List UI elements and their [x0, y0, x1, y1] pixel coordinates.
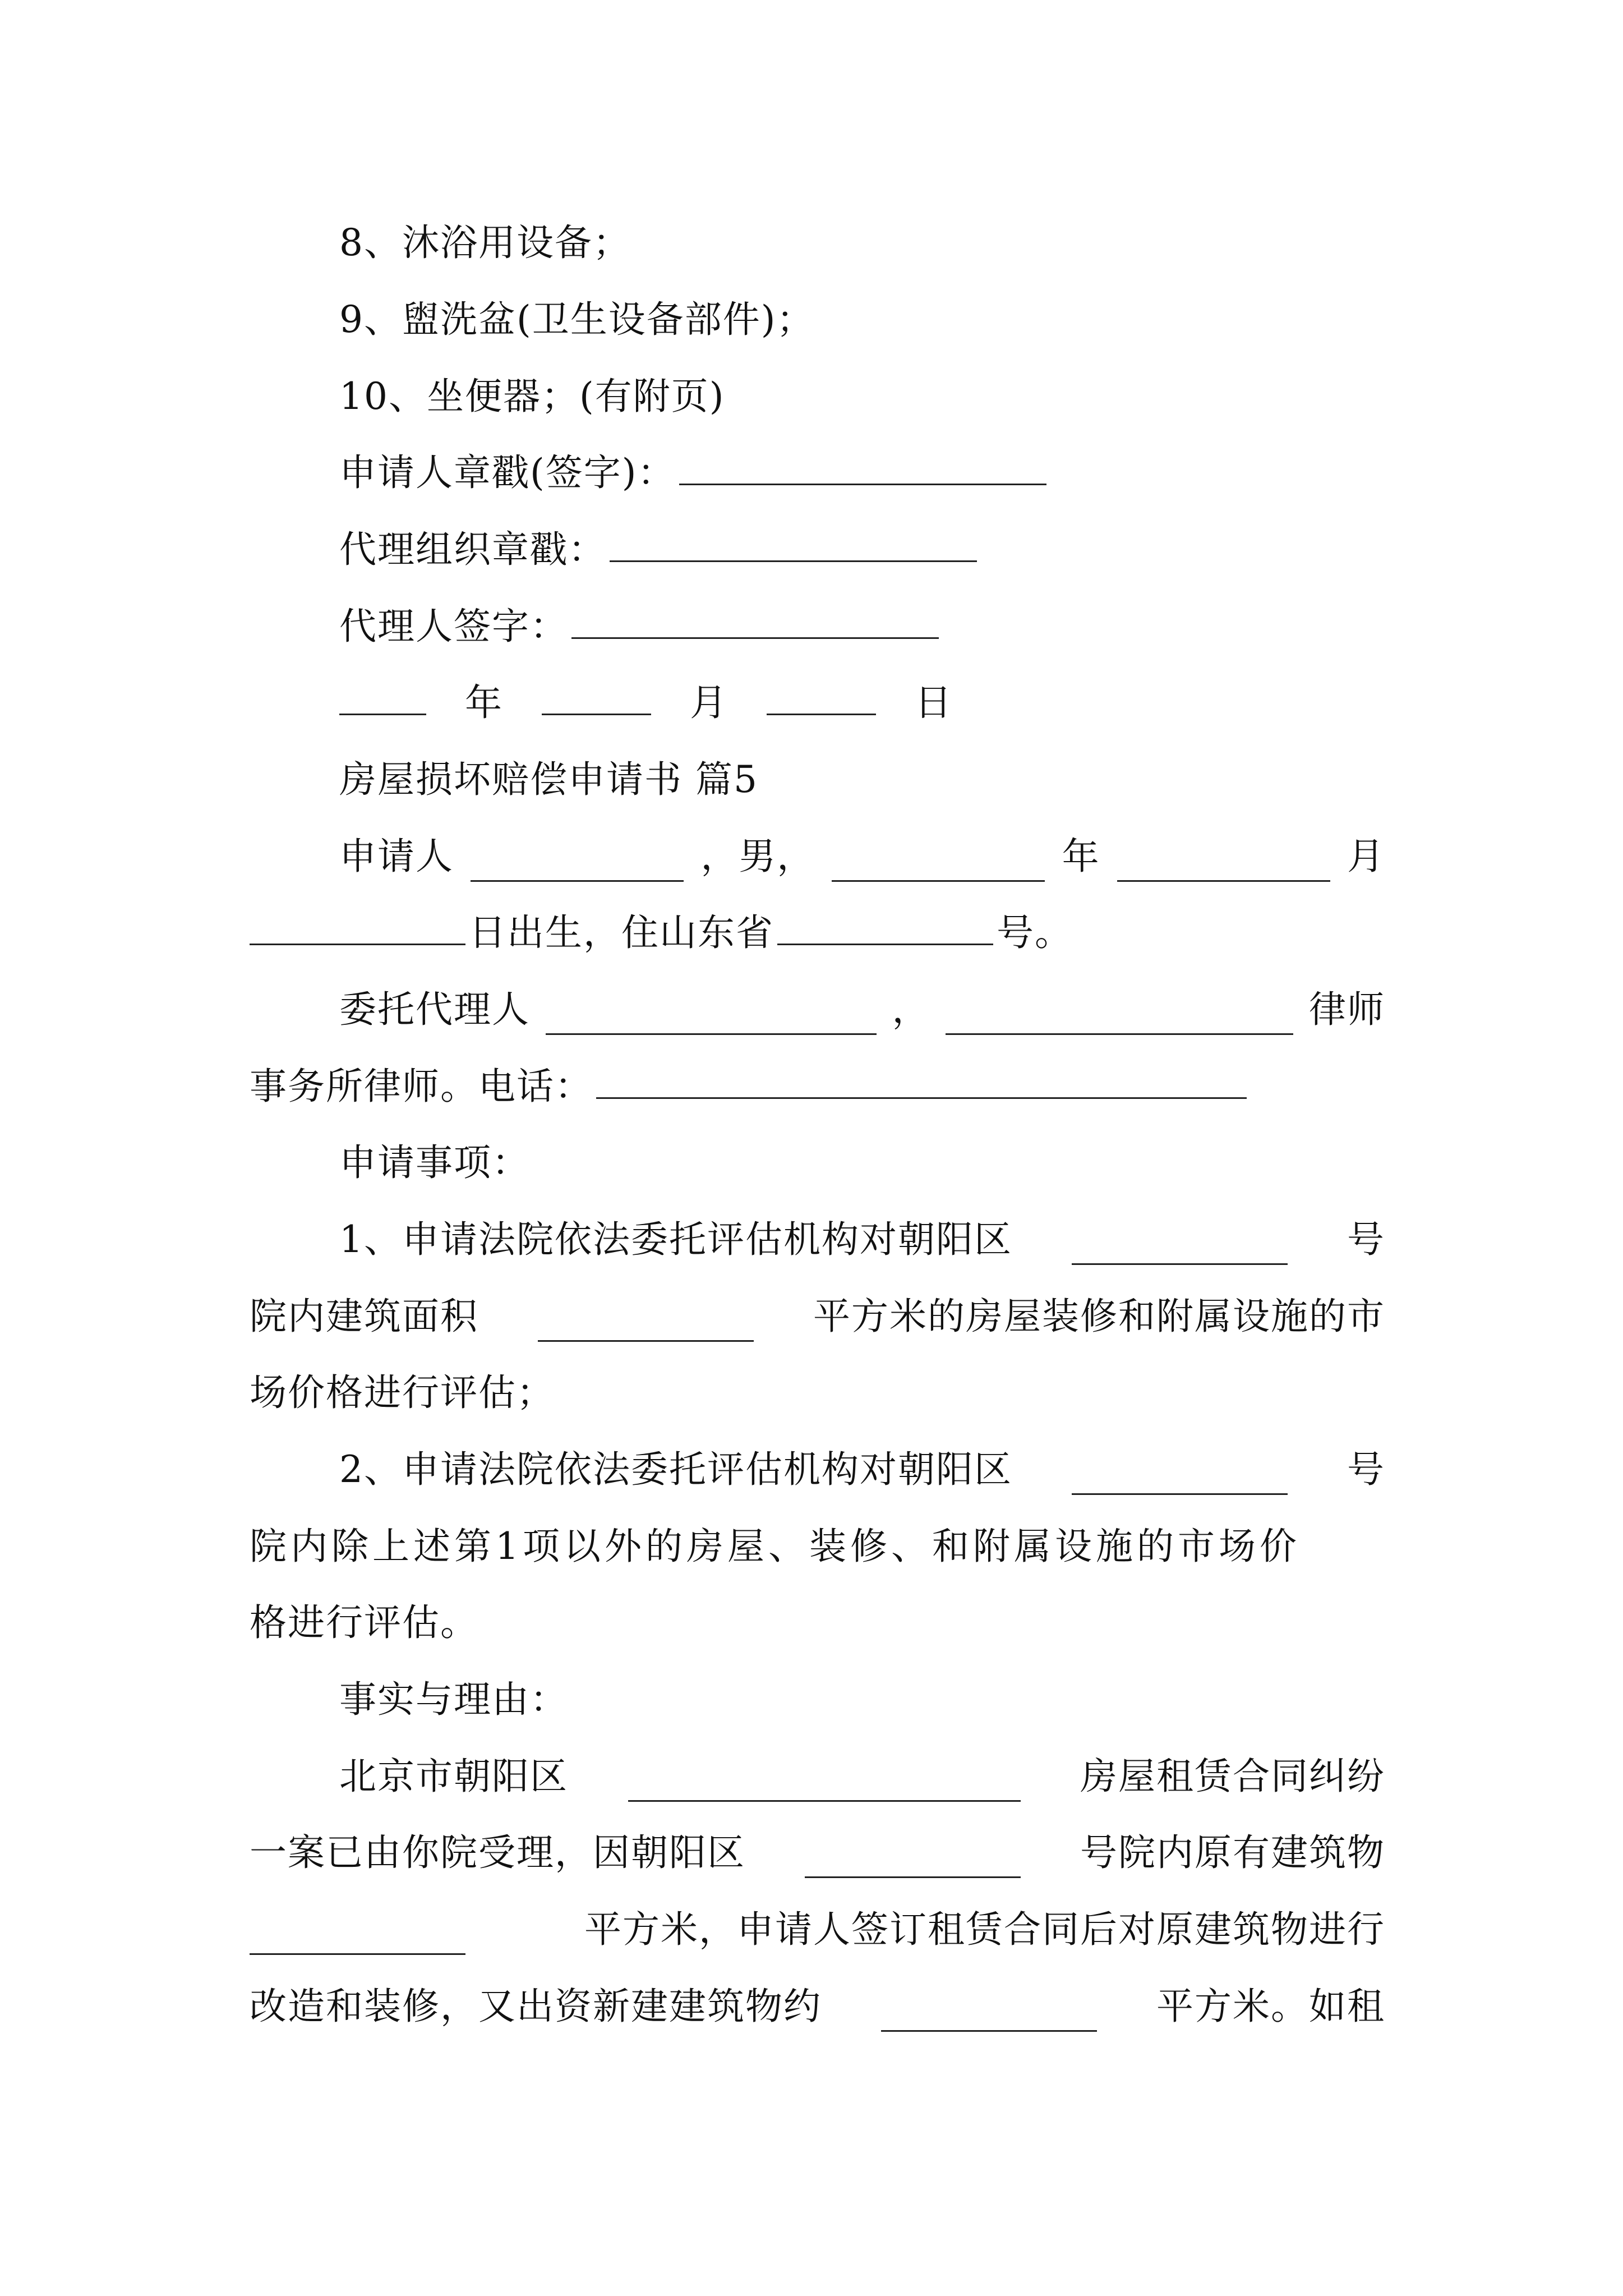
- applicant-info-line: [339, 831, 1385, 882]
- year-label: 年: [464, 681, 503, 724]
- request-item-2-line-1: [339, 1444, 1385, 1495]
- phone-blank[interactable]: [596, 1061, 1247, 1099]
- request-item-2-line-2: 院内除上述第1项以外的房屋、装修、和附属设施的市场价: [250, 1525, 1301, 1568]
- month-text: 月: [1347, 835, 1385, 878]
- facts-line-4: [250, 1981, 1385, 2032]
- agency-seal-label: 代理组织章戳：: [339, 528, 606, 571]
- request-1-house-number-blank[interactable]: [1072, 1227, 1288, 1265]
- birth-year-blank[interactable]: [832, 844, 1045, 882]
- facts-2-text: 一案已由你院受理，因朝阳区: [250, 1831, 745, 1874]
- birth-month-blank[interactable]: [1117, 844, 1330, 882]
- agency-seal-blank[interactable]: [610, 524, 977, 562]
- request-1-number-suffix: 号: [1347, 1218, 1385, 1261]
- request-item-2-line-3: 格进行评估。: [250, 1601, 478, 1644]
- request-item-1-line-1: [339, 1214, 1385, 1265]
- birth-address-text: 日出生，住山东省: [469, 911, 774, 954]
- facts-3-text: 平方米，申请人签订租赁合同后对原建筑物进行: [584, 1908, 1385, 1951]
- month-blank[interactable]: [542, 678, 651, 715]
- facts-4-suffix: 平方米。如租: [1156, 1985, 1385, 2028]
- facts-1-suffix: 房屋租赁合同纠纷: [1080, 1755, 1385, 1798]
- agent-info-line: [339, 984, 1385, 1035]
- facts-house-number-blank[interactable]: [805, 1841, 1021, 1878]
- new-building-area-blank[interactable]: [881, 1994, 1097, 2032]
- day-label: 日: [914, 681, 953, 724]
- request-item-1-line-3: 场价格进行评估；: [250, 1371, 555, 1414]
- original-area-blank[interactable]: [250, 1917, 465, 1955]
- list-item-washbasin: 9、盥洗盆(卫生设备部件)；: [339, 298, 815, 341]
- day-blank[interactable]: [767, 678, 876, 715]
- request-1-area-label: 院内建筑面积: [250, 1295, 478, 1338]
- agent-name-blank[interactable]: [546, 997, 877, 1035]
- applicant-name-blank[interactable]: [471, 844, 684, 882]
- facts-1-text: 北京市朝阳区: [339, 1755, 568, 1798]
- request-1-text: 1、申请法院依法委托评估机构对朝阳区: [339, 1218, 1012, 1261]
- facts-line-3: [250, 1904, 1385, 1955]
- facts-line-2: [250, 1828, 1385, 1878]
- gender-text: ，男，: [700, 835, 815, 878]
- phone-label: 事务所律师。电话：: [250, 1065, 593, 1108]
- birth-day-blank[interactable]: [250, 908, 465, 945]
- request-items-heading: 申请事项：: [339, 1141, 530, 1184]
- applicant-seal-label: 申请人章戳(签字)：: [339, 451, 676, 494]
- year-text: 年: [1062, 835, 1100, 878]
- year-blank[interactable]: [339, 678, 426, 715]
- facts-4-text: 改造和装修，又出资新建建筑物约: [250, 1985, 822, 2028]
- phone-line: [250, 1061, 1250, 1112]
- address-suffix: 号。: [997, 911, 1073, 954]
- request-2-number-suffix: 号: [1347, 1448, 1385, 1491]
- agent-label: 委托代理人: [339, 988, 530, 1031]
- date-line: [339, 678, 975, 728]
- applicant-label: 申请人: [339, 835, 454, 878]
- list-item-toilet: 10、坐便器；(有附页): [339, 375, 725, 418]
- lawyer-text: 律师: [1309, 988, 1385, 1031]
- list-item-bath-equipment: 8、沐浴用设备；: [339, 221, 631, 264]
- birth-address-line: [250, 908, 1073, 958]
- request-1-area-blank[interactable]: [538, 1304, 754, 1342]
- request-1-area-text: 平方米的房屋装修和附属设施的市: [813, 1295, 1385, 1338]
- agent-signature-line: [339, 601, 942, 652]
- request-2-text: 2、申请法院依法委托评估机构对朝阳区: [339, 1448, 1012, 1491]
- agent-comma: ，: [892, 988, 930, 1031]
- month-label: 月: [689, 681, 728, 724]
- agent-signature-label: 代理人签字：: [339, 605, 568, 648]
- request-2-house-number-blank[interactable]: [1072, 1457, 1288, 1495]
- agent-signature-blank[interactable]: [571, 601, 939, 639]
- law-firm-blank[interactable]: [946, 997, 1293, 1035]
- agency-seal-line: [339, 524, 980, 575]
- facts-line-1: [339, 1751, 1385, 1802]
- facts-2-suffix: 号院内原有建筑物: [1080, 1831, 1385, 1874]
- case-name-blank[interactable]: [628, 1764, 1021, 1802]
- address-blank[interactable]: [777, 908, 993, 945]
- request-item-1-line-2: [250, 1291, 1385, 1342]
- facts-heading: 事实与理由：: [339, 1678, 568, 1721]
- section-title: 房屋损坏赔偿申请书 篇5: [339, 758, 758, 801]
- applicant-seal-blank[interactable]: [679, 448, 1046, 485]
- applicant-seal-line: [339, 448, 1050, 498]
